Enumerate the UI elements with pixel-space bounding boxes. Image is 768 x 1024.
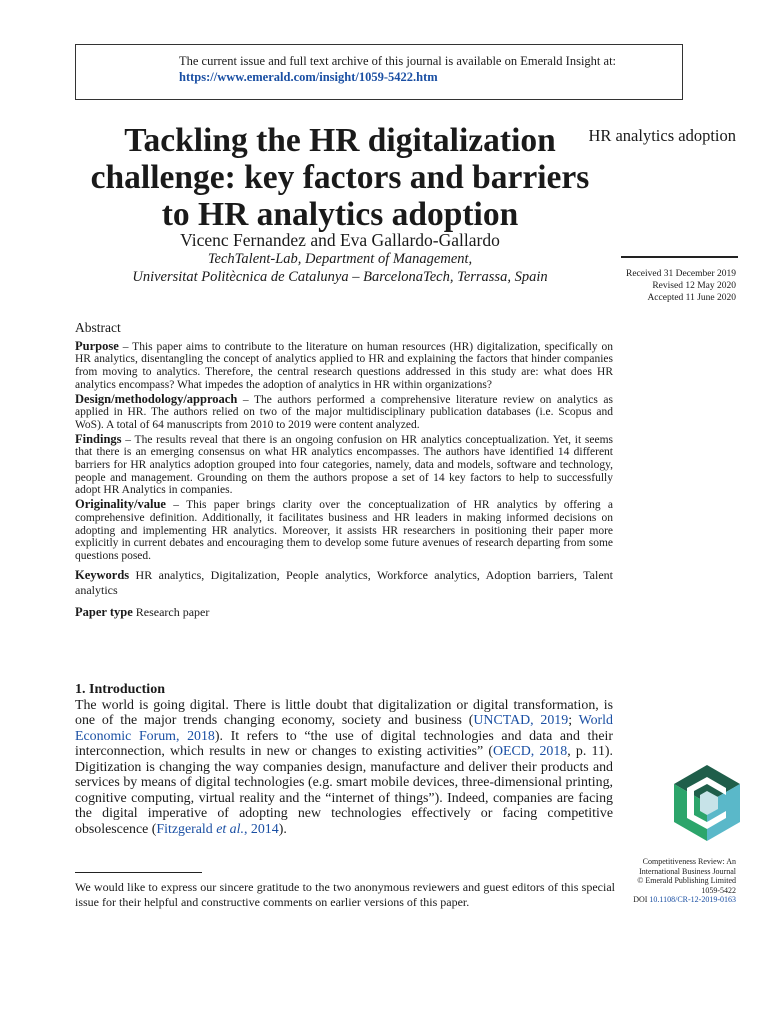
intro-text: ). xyxy=(278,821,287,837)
citation-link[interactable] xyxy=(156,822,278,837)
abstract-originality xyxy=(75,498,613,563)
originality-label: Originality/value xyxy=(75,497,166,512)
affiliation-line: Universitat Politècnica de Catalunya – BarcelonaTech, Terrassa, Spain xyxy=(132,269,548,285)
abstract-section xyxy=(75,322,613,621)
paper-title: Tackling the HR digitalization challenge: key factors and barriers to HR analytics adoption xyxy=(90,122,590,233)
citation-link[interactable]: World Economic Forum, 2018 xyxy=(75,713,613,744)
originality-text: – This paper brings clarity over the conceptualization of HR analytics by offering a comprehensive definition. Additionally, it facilitates business and HR leaders in making informed decisions on adopting and implementing HR analytics. Moreover, it assists HR researchers in positioning their paper more explicitly in current debates and encouraging them to develop some future avenues of research departing from some questions posed. xyxy=(75,499,613,562)
citation-link[interactable]: UNCTAD, 2019 xyxy=(473,713,569,728)
design-text: – The authors performed a comprehensive literature review on analytics as applied in HR. The authors relied on two of the major multidisciplinary publication databases (i.e. Scopus and WoS). A total of 64 manuscripts from 2010 to 2019 were content analyzed. xyxy=(75,393,613,431)
purpose-text: – This paper aims to contribute to the literature on human resources (HR) digitalization, specifically on HR analytics, disentangling the concept of analytics applied to HR and explaining the factors that hinder companies from moving to analytics. Therefore, the central research questions addressed in this study are: what does HR analytics encompass? What impedes the adoption of analytics in HR within organizations? xyxy=(75,340,613,391)
citation-link[interactable]: OECD, 2018 xyxy=(492,744,568,759)
affiliation-line: TechTalent-Lab, Department of Management, xyxy=(207,251,473,267)
acknowledgement-footnote: We would like to express our sincere gratitude to the two anonymous reviewers and guest editors of this special issue for their helpful and constructive comments on earlier versions of this paper. xyxy=(75,880,615,909)
keywords-text: HR analytics, Digitalization, People analytics, Workforce analytics, Adoption barriers, Talent analytics xyxy=(75,567,613,597)
introduction-section xyxy=(75,682,613,837)
introduction-heading: 1. Introduction xyxy=(75,682,165,697)
abstract-heading: Abstract xyxy=(75,320,121,335)
submission-dates xyxy=(586,268,736,304)
header-rule xyxy=(621,256,738,258)
accepted-date: Accepted 11 June 2020 xyxy=(647,293,736,303)
paper-type xyxy=(75,605,613,620)
author-conjunction: and xyxy=(310,230,336,250)
abstract-findings xyxy=(75,433,613,498)
journal-name: Competitiveness Review: An International Business Journal xyxy=(639,857,736,876)
findings-text: – The results reveal that there is an ongoing confusion on HR analytics conceptualization. Yet, it seems that there is an emerging consensus on what HR analytics encompasses. The authors have identified 14 different barriers for HR analytics adoption grouped into four categories, namely, data and models, software and technology, people and management. Grounding on them the authors propose a set of 14 key factors to help to successfully adopt HR Analytics in companies. xyxy=(75,433,613,497)
citation-author: Fitzgerald xyxy=(156,821,217,837)
keywords xyxy=(75,568,613,598)
author-name: Vicenc Fernandez xyxy=(180,230,306,250)
intro-text: ). It refers to “the use of digital technologies and data and their interconnection, which results in new or changes to existing activities” ( xyxy=(75,728,614,759)
archive-url-link[interactable]: https://www.emerald.com/insight/1059-5422.htm xyxy=(179,70,438,84)
design-label: Design/methodology/approach xyxy=(75,391,238,406)
doi-label: DOI xyxy=(633,895,650,904)
intro-text: The world is going digital. There is little doubt that digitalization or digital transformation, is one of the major trends changing economy, society and business ( xyxy=(75,697,613,728)
abstract-design xyxy=(75,393,613,432)
affiliation xyxy=(75,250,605,286)
paper-type-text: Research paper xyxy=(132,604,210,619)
intro-text: , p. 11). Digitization is changing the way companies design, manufacture and deliver their products and services by means of digital technologies (e.g. smart mobile devices, three-dimensional printing, cognitive computing, virtual reality and the “internet of things”). Indeed, companies are facing the digital imperative of adopting new technologies effectively or facing competitive obsolescence ( xyxy=(75,744,613,837)
keywords-label: Keywords xyxy=(75,567,130,582)
received-date: Received 31 December 2019 xyxy=(626,269,736,279)
journal-info xyxy=(606,857,736,905)
running-head: HR analytics adoption xyxy=(588,126,736,145)
paper-type-label: Paper type xyxy=(75,604,133,619)
citation-year: , 2014 xyxy=(243,821,279,837)
issn: 1059-5422 xyxy=(701,885,736,895)
author-list xyxy=(75,229,605,251)
citation-etal: et al. xyxy=(216,821,244,837)
archive-notice-text: The current issue and full text archive of this journal is available on Emerald Insight at: xyxy=(179,54,617,68)
doi-link[interactable]: 10.1108/CR-12-2019-0163 xyxy=(649,895,736,904)
archive-notice-box xyxy=(75,44,683,100)
author-name: Eva Gallardo-Gallardo xyxy=(339,230,500,250)
findings-label: Findings xyxy=(75,431,122,446)
crossmark-logo-icon[interactable] xyxy=(674,765,740,841)
intro-text: ; xyxy=(568,713,579,728)
abstract-purpose xyxy=(75,340,613,392)
publisher: © Emerald Publishing Limited xyxy=(637,876,736,885)
introduction-paragraph xyxy=(75,698,613,838)
doi-line xyxy=(606,895,736,905)
footnote-rule xyxy=(75,872,202,873)
purpose-label: Purpose xyxy=(75,338,119,353)
revised-date: Revised 12 May 2020 xyxy=(652,281,736,291)
